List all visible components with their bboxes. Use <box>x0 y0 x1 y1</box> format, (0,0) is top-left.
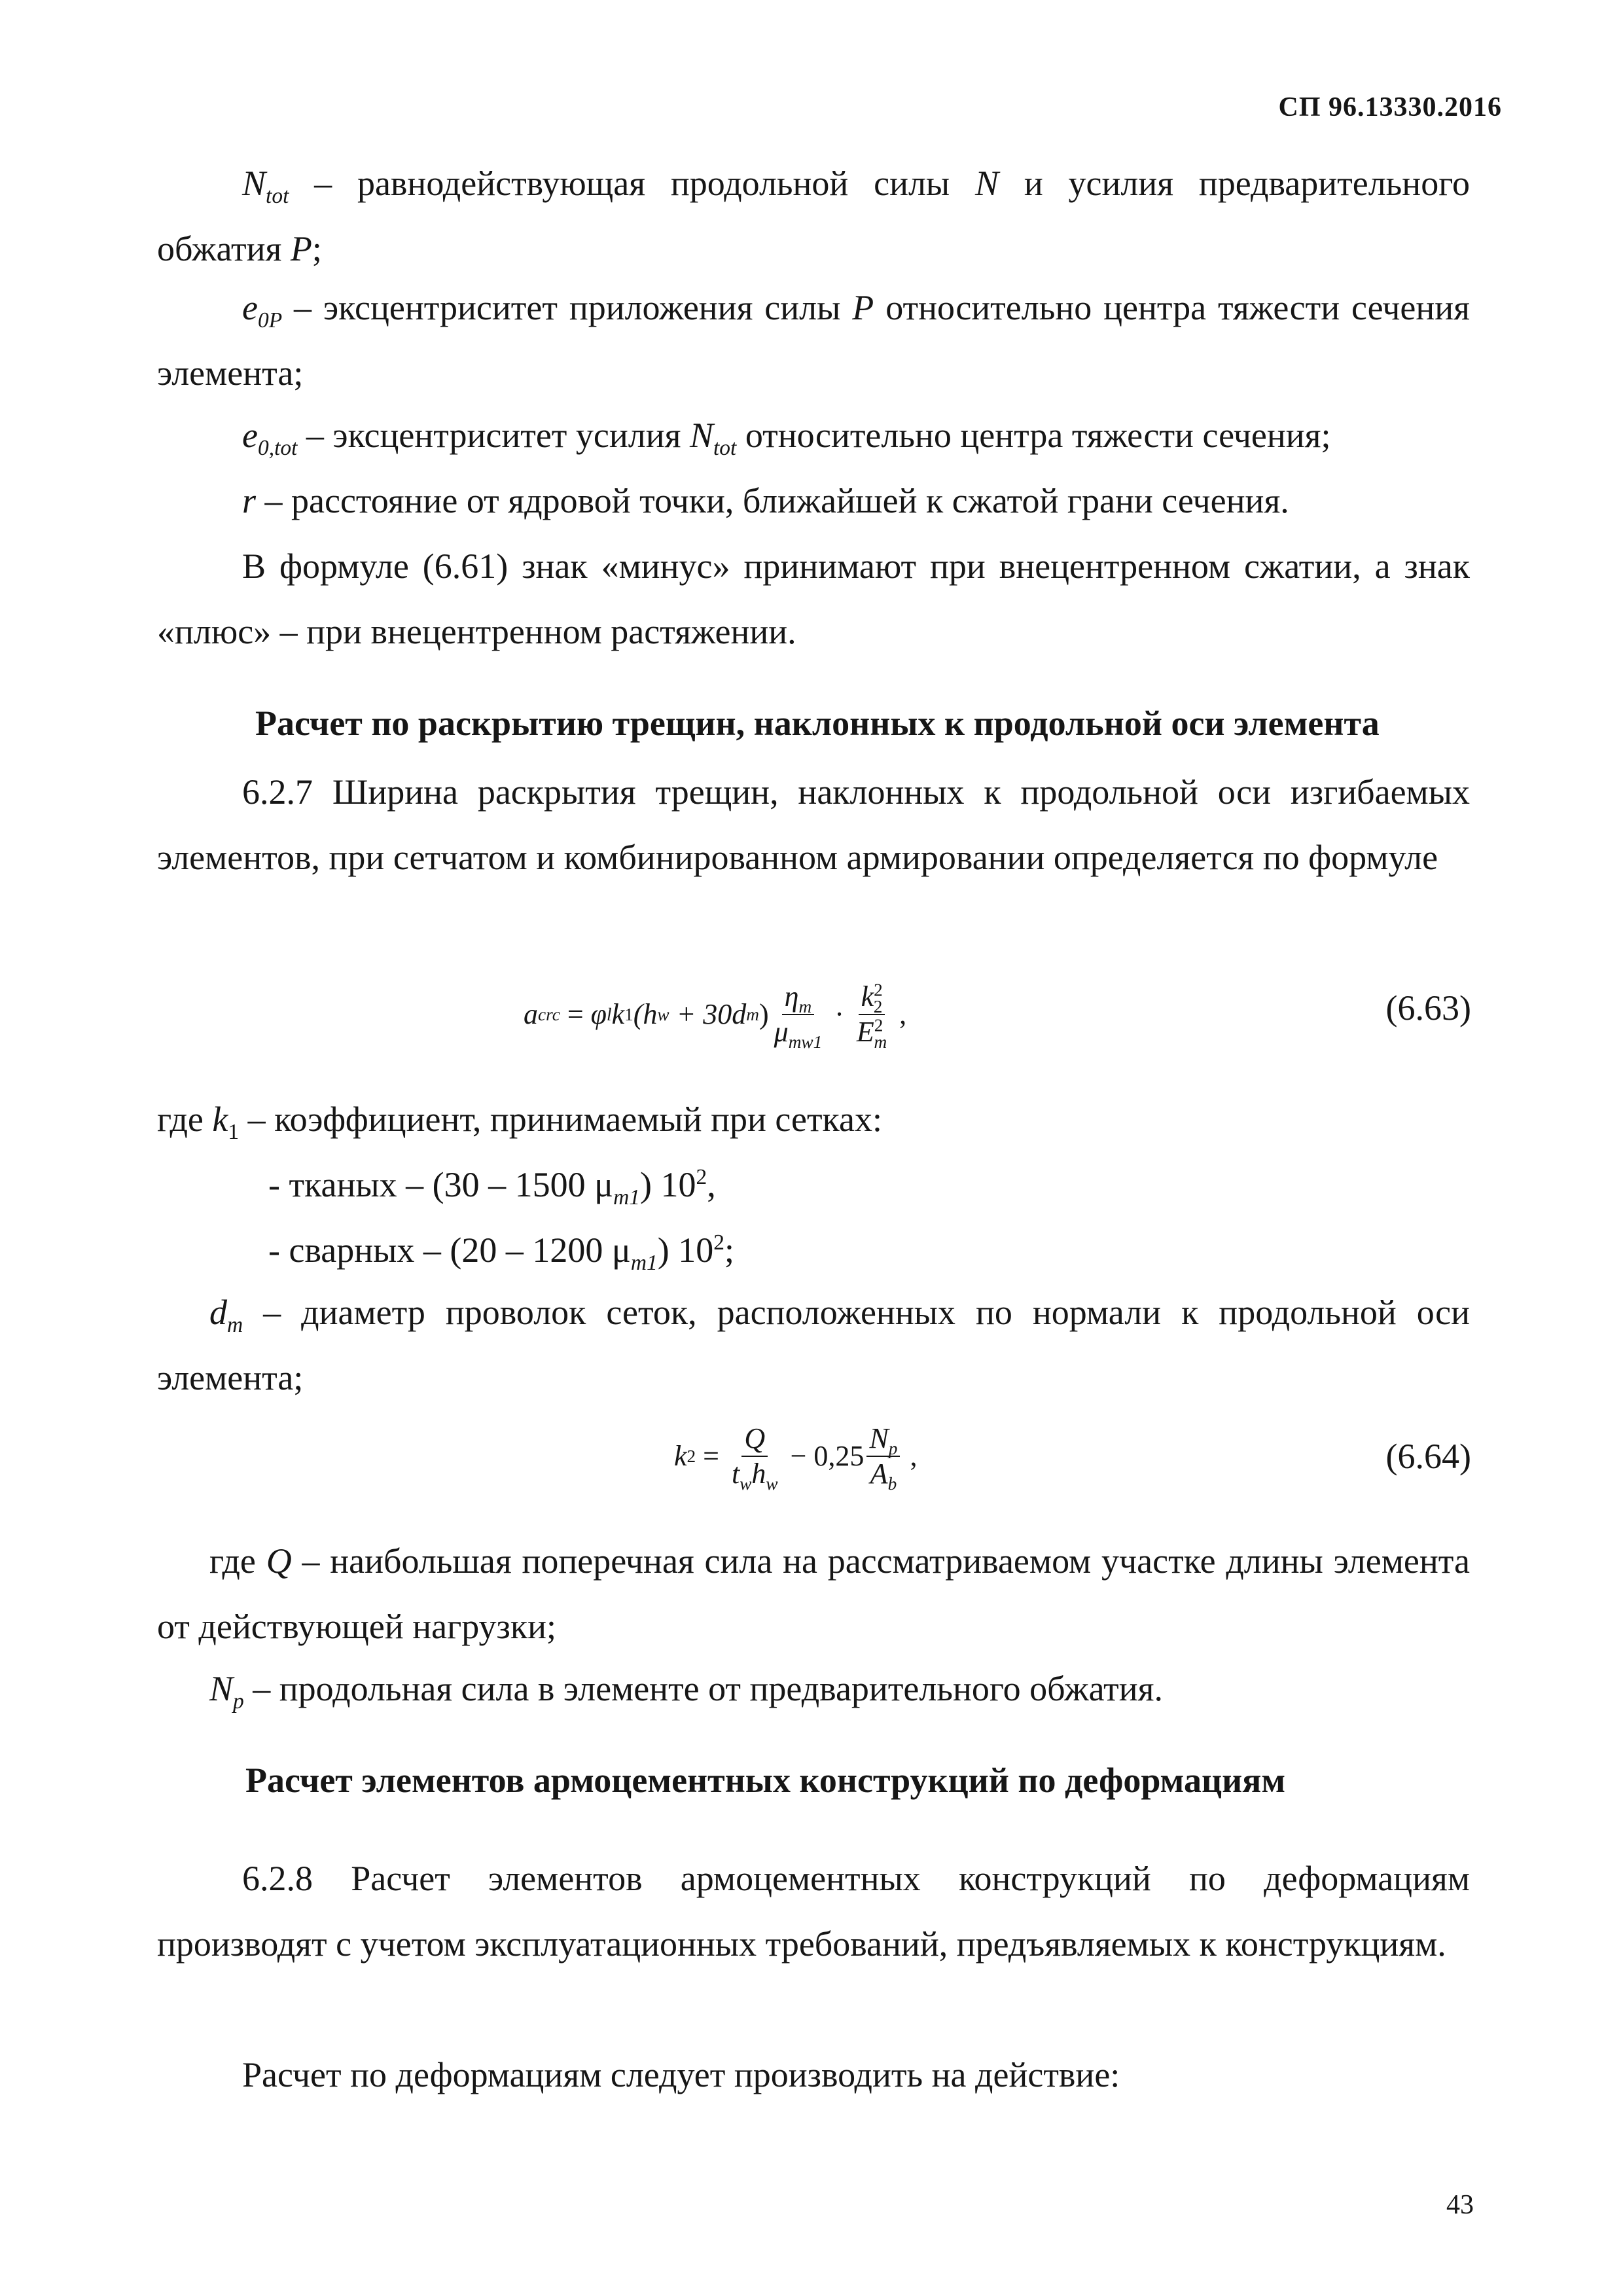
subscript: tot <box>713 435 737 460</box>
page-number: 43 <box>1446 2190 1474 2220</box>
formula-subscript: mw1 <box>788 1031 823 1052</box>
formula-operator: − 0,25 <box>783 1440 865 1472</box>
fraction-np-ab <box>866 1422 900 1494</box>
list-text: - тканых – (30 – 1500 μ <box>268 1165 614 1204</box>
fraction-denominator <box>729 1457 781 1494</box>
formula-6-64: k 2 = $\frac{Q}{t_wh_w}$ − 0,25 $\frac{N_p}{A_b}$ , <box>674 1422 918 1494</box>
fraction-denominator <box>772 1015 825 1052</box>
punctuation: , <box>707 1165 716 1204</box>
paragraph-deformation-action: Расчет по деформациям следует производить на действие: <box>242 2055 1120 2094</box>
subscript: m1 <box>630 1250 658 1275</box>
formula-symbol: Q <box>744 1422 766 1454</box>
formula-symbol: k <box>611 998 625 1030</box>
fraction-denominator <box>868 1457 900 1494</box>
definition-text: – эксцентриситет усилия <box>297 416 690 455</box>
formula-symbol: k <box>861 980 874 1013</box>
definition-text: относительно центра тяжести сечения элемента; <box>157 288 1470 393</box>
formula-symbol: (h <box>633 998 658 1030</box>
fraction-k2-e <box>854 980 889 1052</box>
section-heading-deformations: Расчет элементов армоцементных конструкций по деформациям <box>245 1761 1286 1800</box>
symbol: P <box>290 229 312 268</box>
fraction-eta-mu <box>772 980 825 1052</box>
punctuation: ; <box>724 1230 734 1270</box>
definition-text: и усилия предварительного обжатия <box>157 164 1470 268</box>
fraction-numerator <box>741 1424 768 1457</box>
fraction-numerator <box>782 982 815 1015</box>
paragraph-6-2-8: 6.2.8 Расчет элементов армоцементных конструкций по деформациям производят с учетом эксплуатационных требований, предъявляемых к конструкциям. <box>157 1859 1470 1964</box>
formula-symbol: η <box>784 980 799 1013</box>
fraction-numerator <box>866 1424 900 1457</box>
symbol: N <box>242 164 266 203</box>
list-text: - сварных – (20 – 1200 μ <box>268 1230 631 1270</box>
symbol: N <box>975 164 999 203</box>
definition-text: относительно центра тяжести сечения; <box>736 416 1331 455</box>
formula-operator: · <box>827 998 851 1030</box>
formula-subscript: p <box>888 1438 898 1458</box>
formula-subscript: w <box>766 1473 778 1494</box>
formula-symbol: h <box>751 1458 766 1490</box>
definition-text: – продольная сила в элементе от предварительного обжатия. <box>243 1669 1164 1708</box>
subscript: p <box>233 1689 244 1713</box>
equation-number-6-64: (6.64) <box>1385 1437 1471 1476</box>
list-item-woven <box>268 1152 1446 1217</box>
symbol: e <box>242 416 258 455</box>
definition-text: – равнодействующая продольной силы <box>289 164 976 203</box>
superscript: 2 <box>713 1230 724 1255</box>
formula-superscript: 2 <box>874 1015 883 1035</box>
definition-dm <box>157 1280 1470 1410</box>
formula-symbol: E <box>856 1016 874 1048</box>
formula-6-63: a crc = φ l k 1 (h w + 30d m ) $\frac{\eta_m}{\mu_{mw1}}$ · $\frac{k^2_2}{E^2_m}$ , <box>524 980 907 1052</box>
symbol: P <box>852 288 874 327</box>
symbol: d <box>209 1293 227 1332</box>
symbol: r <box>242 481 257 520</box>
formula-subscript: m <box>798 996 812 1016</box>
text: где <box>209 1541 266 1581</box>
formula-symbol: k <box>674 1440 687 1472</box>
text: где <box>157 1100 213 1139</box>
sign-rule-paragraph: В формуле (6.61) знак «минус» принимают при внецентренном сжатии, а знак «плюс» – при внецентренном растяжении. <box>157 547 1470 651</box>
subscript: m <box>227 1312 243 1337</box>
where-q <box>157 1528 1470 1659</box>
fraction-q-th <box>729 1422 781 1494</box>
definition-text: – диаметр проволок сеток, расположенных по нормали к продольной оси элемента; <box>157 1293 1470 1397</box>
formula-superscript: 2 <box>874 980 883 1000</box>
list-text: ) 10 <box>657 1230 714 1270</box>
formula-symbol: a <box>524 998 538 1030</box>
symbol: N <box>209 1669 234 1708</box>
symbol: Q <box>266 1541 292 1581</box>
definition-text: – расстояние от ядровой точки, ближайшей к сжатой грани сечения. <box>256 481 1289 520</box>
formula-symbol: t <box>732 1458 740 1490</box>
equation-number-6-63: (6.63) <box>1385 988 1471 1028</box>
document-code: СП 96.13330.2016 <box>1278 92 1502 122</box>
subscript: 0P <box>257 308 283 332</box>
list-item-welded <box>268 1217 1446 1283</box>
formula-symbol: N <box>869 1422 889 1454</box>
symbol: k <box>212 1100 228 1139</box>
formula-symbol: φ <box>590 998 607 1030</box>
formula-subscript: b <box>887 1473 897 1494</box>
where-k1 <box>157 1086 1470 1152</box>
definition-np <box>157 1656 1470 1721</box>
formula-punctuation: , <box>892 998 907 1030</box>
definition-n-tot <box>157 151 1470 281</box>
formula-subscript: 2 <box>873 996 883 1016</box>
punctuation: ; <box>312 229 322 268</box>
subscript: 1 <box>228 1119 240 1144</box>
formula-operator: = <box>560 998 591 1030</box>
fraction-numerator <box>859 982 885 1015</box>
definition-text: – эксцентриситет приложения силы <box>282 288 853 327</box>
formula-subscript: w <box>740 1473 752 1494</box>
formula-operator: = <box>696 1440 726 1472</box>
symbol: N <box>689 416 713 455</box>
definition-text: – коэффициент, принимаемый при сетках: <box>239 1100 882 1139</box>
list-text: ) 10 <box>640 1165 696 1204</box>
fraction-denominator <box>854 1015 889 1052</box>
definition-r <box>157 468 1470 533</box>
formula-symbol: μ <box>774 1016 789 1048</box>
definition-text: – наибольшая поперечная сила на рассматриваемом участке длины элемента от действующей нагрузки; <box>157 1541 1470 1646</box>
section-heading-cracks: Расчет по раскрытию трещин, наклонных к продольной оси элемента <box>255 704 1380 743</box>
formula-symbol: A <box>870 1458 888 1490</box>
subscript: 0,tot <box>257 435 298 460</box>
formula-symbol: + 30d <box>669 998 747 1030</box>
paragraph-6-2-7: 6.2.7 Ширина раскрытия трещин, наклонных к продольной оси изгибаемых элементов, при сетчатом и комбинированном армировании определяется по формуле <box>157 772 1470 877</box>
definition-e0tot <box>157 403 1470 468</box>
symbol: e <box>242 288 258 327</box>
formula-punctuation: , <box>902 1440 918 1472</box>
formula-subscript: m <box>874 1031 887 1052</box>
subscript: tot <box>266 183 289 208</box>
superscript: 2 <box>696 1165 707 1189</box>
subscript: m1 <box>613 1185 640 1210</box>
definition-e0p <box>157 275 1470 406</box>
formula-operator: ) <box>758 998 769 1030</box>
